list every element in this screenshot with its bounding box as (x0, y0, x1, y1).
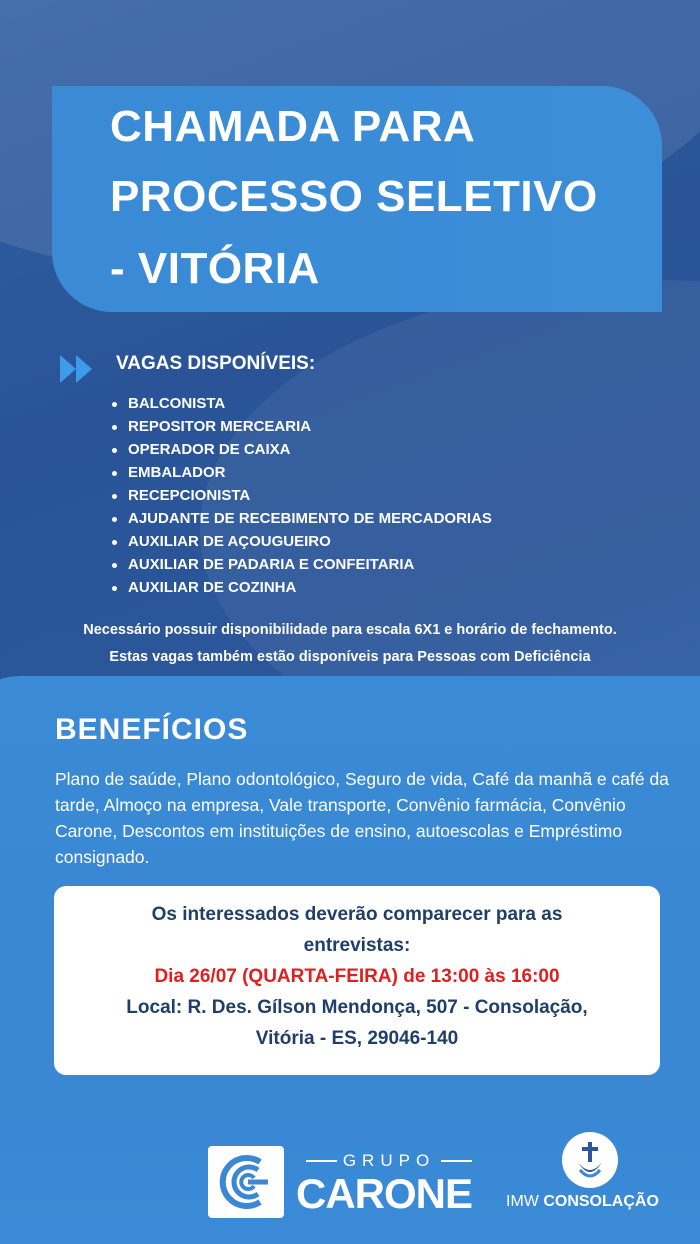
double-chevron-right-icon (60, 353, 100, 385)
list-item (112, 486, 492, 509)
title-line-2: PROCESSO SELETIVO (110, 172, 598, 221)
bullet-icon (112, 563, 117, 568)
carone-wordmark: CARONE (296, 1170, 473, 1217)
grupo-word (300, 1151, 478, 1171)
divider (441, 1160, 472, 1162)
interview-intro-2: entrevistas: (303, 935, 411, 956)
bullet-icon (112, 448, 117, 453)
imw-church-logo-icon (562, 1132, 618, 1188)
vaga-label: AUXILIAR DE AÇOUGUEIRO (128, 533, 331, 550)
bullet-icon (112, 517, 117, 522)
beneficios-heading: BENEFÍCIOS (55, 713, 249, 746)
vagas-list (112, 394, 492, 601)
vagas-heading: VAGAS DISPONÍVEIS: (116, 353, 316, 374)
grupo-label: GRUPO (342, 1151, 436, 1170)
title-line-3: - VITÓRIA (110, 244, 320, 293)
vaga-label: AUXILIAR DE PADARIA E CONFEITARIA (128, 556, 415, 573)
list-item (112, 555, 492, 578)
vaga-label: AUXILIAR DE COZINHA (128, 579, 297, 596)
consolacao-label: CONSOLAÇÃO (543, 1193, 659, 1210)
vaga-label: RECEPCIONISTA (128, 487, 251, 504)
bullet-icon (112, 494, 117, 499)
interview-local-1: Local: R. Des. Gílson Mendonça, 507 - Consolação, (126, 997, 588, 1018)
interview-card (54, 886, 660, 1075)
bullet-icon (112, 540, 117, 545)
list-item (112, 440, 492, 463)
list-item (112, 417, 492, 440)
interview-date: Dia 26/07 (QUARTA-FEIRA) de 13:00 às 16:00 (154, 966, 560, 987)
vaga-label: OPERADOR DE CAIXA (128, 441, 291, 458)
list-item (112, 578, 492, 601)
vaga-label: REPOSITOR MERCEARIA (128, 418, 312, 435)
vaga-label: BALCONISTA (128, 395, 226, 412)
interview-intro-1: Os interessados deverão comparecer para as (151, 904, 563, 925)
interview-local-2: Vitória - ES, 29046-140 (255, 1028, 459, 1049)
list-item (112, 394, 492, 417)
bullet-icon (112, 586, 117, 591)
bullet-icon (112, 425, 117, 430)
imw-label: IMW (506, 1193, 539, 1210)
imw-consolacao-label (506, 1193, 659, 1211)
requirement-note: Necessário possuir disponibilidade para escala 6X1 e horário de fechamento. (83, 622, 617, 638)
list-item (112, 532, 492, 555)
divider (306, 1160, 337, 1162)
grupo-carone-logo-icon (208, 1146, 284, 1218)
vaga-label: EMBALADOR (128, 464, 226, 481)
list-item (112, 509, 492, 532)
title-line-1: CHAMADA PARA (110, 102, 476, 151)
list-item (112, 463, 492, 486)
beneficios-text: Plano de saúde, Plano odontológico, Seguro de vida, Café da manhã e café da tarde, Almoço na empresa, Vale transporte, Convênio farmácia, Convênio Carone, Descontos em instituições de ensino, autoescolas e Empréstimo consignado. (55, 769, 669, 867)
bullet-icon (112, 471, 117, 476)
bullet-icon (112, 402, 117, 407)
vaga-label: AJUDANTE DE RECEBIMENTO DE MERCADORIAS (128, 510, 492, 527)
pcd-note: Estas vagas também estão disponíveis para Pessoas com Deficiência (109, 649, 591, 665)
